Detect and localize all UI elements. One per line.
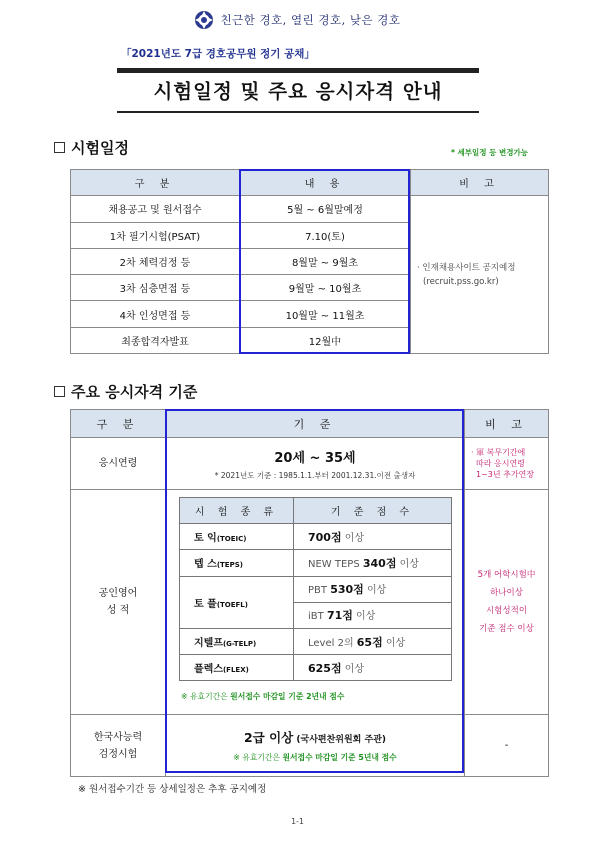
test-score xyxy=(294,602,452,628)
schedule-label: 1차 필기시험(PSAT) xyxy=(71,222,240,248)
english-validity-bold: 원서접수 마감일 기준 2년내 점수 xyxy=(230,692,345,701)
schedule-value: 9월말 ~ 10월초 xyxy=(240,275,411,301)
score-prefix: Level 2의 xyxy=(308,637,357,649)
history-criteria-cell xyxy=(166,715,465,777)
test-name: 플렉스(FLEX) xyxy=(180,655,294,681)
age-remark-line1: · 軍 복무기간에 xyxy=(471,448,526,457)
history-remark-cell: - xyxy=(465,715,549,777)
age-criteria-cell xyxy=(166,438,465,490)
schedule-col-content: 내 용 xyxy=(240,170,411,196)
footnote: ※ 원서접수기간 등 상세일정은 추후 공지예정 xyxy=(78,784,267,795)
english-col-test: 시 험 종 류 xyxy=(180,498,294,524)
score-value: 71점 xyxy=(326,609,353,623)
score-prefix: PBT xyxy=(308,585,331,597)
score-suffix: 이상 xyxy=(341,663,365,675)
schedule-remark-cell xyxy=(411,196,549,354)
slogan-bar xyxy=(0,10,595,30)
eligibility-heading-text: 주요 응시자격 기준 xyxy=(71,383,198,401)
test-score xyxy=(294,628,452,654)
english-validity-prefix: ※ 유효기간은 xyxy=(181,692,231,701)
schedule-remark-line1: · 인재채용사이트 공지예정 xyxy=(417,262,516,273)
english-score-header xyxy=(180,498,452,524)
score-suffix: 이상 xyxy=(382,637,406,649)
slogan-text: 친근한 경호, 열린 경호, 낮은 경호 xyxy=(220,13,401,27)
schedule-value: 7.10(토) xyxy=(240,222,411,248)
english-label-line1: 공인영어 xyxy=(98,588,138,599)
score-prefix: iBT xyxy=(308,611,327,623)
score-value: 340점 xyxy=(362,556,397,570)
history-grade-value: 2급 이상 (국사편찬위원회 주관) xyxy=(243,730,387,745)
schedule-label: 3차 심층면접 등 xyxy=(71,275,240,301)
schedule-label: 최종합격자발표 xyxy=(71,327,240,353)
test-score xyxy=(294,524,452,550)
page-title: 시험일정 및 주요 응시자격 안내 xyxy=(153,80,443,103)
english-score-table xyxy=(179,497,452,681)
english-remark-line4: 기준 점수 이상 xyxy=(479,624,534,634)
history-validity-note xyxy=(166,752,464,763)
score-suffix: 이상 xyxy=(363,585,387,597)
schedule-section-heading xyxy=(54,137,129,158)
table-row xyxy=(180,550,452,576)
schedule-value: 8월말 ~ 9월초 xyxy=(240,248,411,274)
english-remark-line1: 5개 어학시험中 xyxy=(477,570,536,580)
checkbox-square-icon xyxy=(54,386,65,397)
test-name: 텝 스(TEPS) xyxy=(180,550,294,576)
schedule-label: 채용공고 및 원서접수 xyxy=(71,196,240,222)
english-validity-note xyxy=(181,691,344,702)
schedule-label: 2차 체력검정 등 xyxy=(71,248,240,274)
table-row xyxy=(180,524,452,550)
schedule-table xyxy=(70,169,549,354)
score-suffix: 이상 xyxy=(341,532,365,544)
schedule-change-note: * 세부일정 등 변경가능 xyxy=(451,148,528,157)
schedule-value: 5월 ~ 6월말예정 xyxy=(240,196,411,222)
schedule-header-row xyxy=(71,170,549,196)
schedule-heading-text: 시험일정 xyxy=(71,139,129,157)
test-abbr: (TOEFL) xyxy=(216,600,248,609)
test-abbr: (TEPS) xyxy=(216,561,243,570)
title-bottom-rule xyxy=(117,111,479,113)
test-score xyxy=(294,655,452,681)
emblem-logo-icon xyxy=(194,10,214,30)
english-col-score: 기 준 점 수 xyxy=(294,498,452,524)
eligibility-section-heading xyxy=(54,381,197,402)
score-value: 65점 xyxy=(356,635,383,649)
english-label-cell xyxy=(71,490,166,715)
age-remark-line3: 1~3년 추가연장 xyxy=(476,470,535,479)
eligibility-header-row xyxy=(71,410,549,438)
history-label-line1: 한국사능력 xyxy=(93,731,143,743)
test-score xyxy=(294,550,452,576)
page-number: 1-1 xyxy=(290,817,305,826)
table-row xyxy=(180,628,452,654)
english-label-line2: 성 적 xyxy=(106,605,130,616)
age-range-value: 20세 ~ 35세 xyxy=(274,450,356,466)
score-value: 530점 xyxy=(330,583,364,597)
english-remark-cell xyxy=(465,490,549,715)
age-remark-line2: 따라 응시연령 xyxy=(476,459,525,468)
history-label-line2: 검정시험 xyxy=(98,748,138,760)
english-remark-line2: 하나이상 xyxy=(490,588,523,598)
recruitment-subtitle: 「2021년도 7급 경호공무원 정기 공채」 xyxy=(121,48,315,60)
score-prefix: NEW TEPS xyxy=(308,558,363,570)
history-organizer: (국사편찬위원회 주관) xyxy=(293,735,387,745)
table-row xyxy=(180,576,452,602)
age-birth-note: * 2021년도 기준 : 1985.1.1.부터 2001.12.31.이전 출생자 xyxy=(214,470,416,480)
test-name: 토 플(TOEFL) xyxy=(180,576,294,628)
score-value: 700점 xyxy=(308,530,342,544)
english-remark-line3: 시험성적이 xyxy=(485,606,528,616)
schedule-col-category: 구 분 xyxy=(71,170,240,196)
test-name: 지텔프(G-TELP) xyxy=(180,628,294,654)
schedule-remark-line2: (recruit.pss.go.kr) xyxy=(423,276,499,287)
score-value: 625점 xyxy=(308,661,342,675)
table-row xyxy=(180,655,452,681)
test-score xyxy=(294,576,452,602)
age-remark-cell xyxy=(465,438,549,490)
test-abbr: (TOEIC) xyxy=(216,535,247,544)
test-abbr: (FLEX) xyxy=(222,666,249,675)
eligibility-col-remark: 비 고 xyxy=(465,410,549,438)
age-row xyxy=(71,438,549,490)
score-suffix: 이상 xyxy=(396,558,419,570)
test-name: 토 익(TOEIC) xyxy=(180,524,294,550)
eligibility-col-criteria: 기 준 xyxy=(166,410,465,438)
history-validity-prefix: ※ 유효기간은 xyxy=(233,753,283,762)
history-label-cell xyxy=(71,715,166,777)
age-label: 응시연령 xyxy=(71,438,166,490)
score-suffix: 이상 xyxy=(352,611,376,623)
schedule-col-remark: 비 고 xyxy=(411,170,549,196)
title-top-rule xyxy=(117,68,479,73)
history-validity-bold: 원서접수 마감일 기준 5년내 점수 xyxy=(282,753,397,762)
table-row xyxy=(71,196,549,222)
schedule-value: 10월말 ~ 11월초 xyxy=(240,301,411,327)
eligibility-col-category: 구 분 xyxy=(71,410,166,438)
checkbox-square-icon xyxy=(54,142,65,153)
schedule-value: 12월中 xyxy=(240,327,411,353)
schedule-label: 4차 인성면접 등 xyxy=(71,301,240,327)
korean-history-row xyxy=(71,715,549,777)
test-abbr: (G-TELP) xyxy=(222,640,257,649)
